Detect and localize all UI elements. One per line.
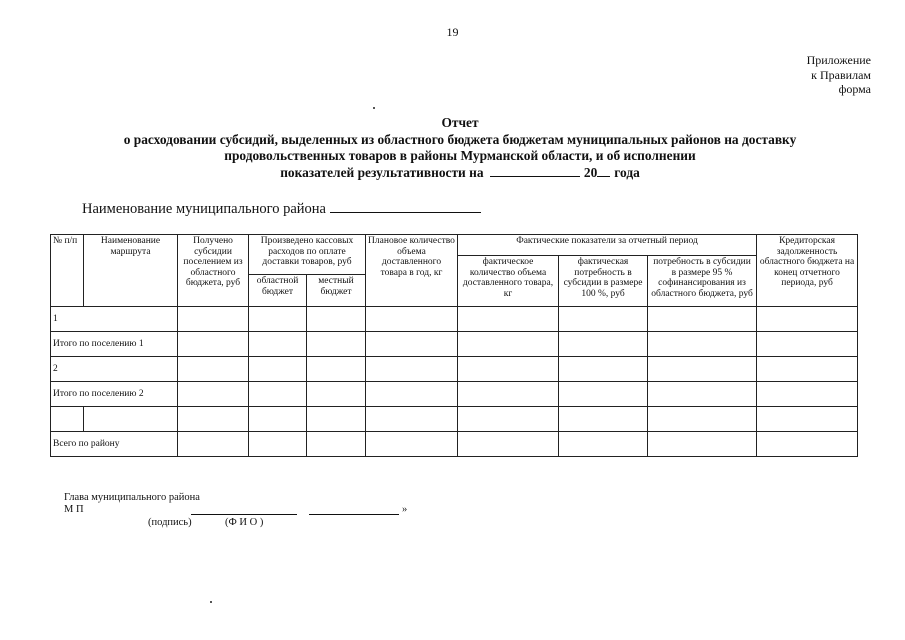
table-cell <box>249 332 307 357</box>
table-cell <box>757 432 858 457</box>
name-line <box>309 514 399 515</box>
table-row <box>51 357 858 382</box>
table-cell <box>648 407 757 432</box>
table-cell <box>458 382 559 407</box>
year-suffix-blank <box>597 165 610 177</box>
signature-head-title: Глава муниципального района <box>64 492 200 503</box>
table-body <box>51 307 858 457</box>
appendix-line-2: к Правилам <box>811 67 871 82</box>
header-actual-need-100: фактическая потребность в субсидии в размере 100 %, руб <box>559 256 648 307</box>
table-cell <box>51 407 84 432</box>
table-cell <box>757 307 858 332</box>
table-cell <box>307 307 366 332</box>
table-cell <box>307 332 366 357</box>
row-label: Итого по поселению 1 <box>51 332 178 357</box>
header-number: № п/п <box>51 235 84 307</box>
table-cell <box>458 407 559 432</box>
table-cell <box>648 382 757 407</box>
table-cell <box>249 307 307 332</box>
table-cell <box>84 407 178 432</box>
district-label: Наименование муниципального района <box>82 201 326 217</box>
table-row <box>51 382 858 407</box>
table-cell <box>458 332 559 357</box>
table-cell <box>366 357 458 382</box>
title-year-prefix: 20 <box>583 164 598 180</box>
table-cell <box>178 357 249 382</box>
title-line-4 <box>60 165 860 182</box>
row-label: 1 <box>51 307 178 332</box>
table-cell <box>648 332 757 357</box>
year-blank-field <box>490 165 580 177</box>
district-blank-field <box>330 201 481 213</box>
table-cell <box>458 357 559 382</box>
table-cell <box>366 432 458 457</box>
table-cell <box>757 357 858 382</box>
stamp-place-label: М П <box>64 504 84 515</box>
header-produced-regional: областной бюджет <box>249 275 307 307</box>
table-cell <box>648 432 757 457</box>
table-cell <box>366 332 458 357</box>
scan-speck <box>373 107 375 109</box>
table-cell <box>178 382 249 407</box>
row-label: 2 <box>51 357 178 382</box>
table-cell <box>757 407 858 432</box>
report-table <box>50 234 858 457</box>
appendix-line-1: Приложение <box>806 53 871 67</box>
table-cell <box>757 382 858 407</box>
page-number: 19 <box>446 25 459 39</box>
header-creditor: Кредиторская задолженность областного бюджета на конец отчетного периода, руб <box>757 235 858 307</box>
table-cell <box>458 432 559 457</box>
signature-block <box>64 492 408 528</box>
table-cell <box>307 432 366 457</box>
table-cell <box>307 382 366 407</box>
table-cell <box>249 432 307 457</box>
table-cell <box>249 407 307 432</box>
table-cell <box>648 307 757 332</box>
table-cell <box>178 332 249 357</box>
header-actual-need-95: потребность в субсидии в размере 95 % софинансирования из областного бюджета, руб <box>648 256 757 307</box>
report-title <box>60 115 860 181</box>
name-caption: (Ф И О ) <box>225 517 264 528</box>
district-name-line <box>82 201 481 218</box>
table-cell <box>307 407 366 432</box>
header-produced-local: местный бюджет <box>307 275 366 307</box>
table-row <box>51 432 858 457</box>
row-label: Итого по поселению 2 <box>51 382 178 407</box>
table-cell <box>458 307 559 332</box>
header-actual-group: Фактические показатели за отчетный период <box>458 235 757 256</box>
header-produced: Произведено кассовых расходов по оплате доставки товаров, руб <box>249 235 366 275</box>
title-line-3: продовольственных товаров в районы Мурманской области, и об исполнении <box>224 148 696 163</box>
header-received: Получено субсидии поселением из областного бюджета, руб <box>178 235 249 307</box>
row-label: Всего по району <box>51 432 178 457</box>
table-cell <box>559 307 648 332</box>
title-line-2: о расходовании субсидий, выделенных из областного бюджета бюджетам муниципальных районов на доставку <box>123 131 797 147</box>
appendix-line-3: форма <box>838 82 871 96</box>
table-cell <box>366 382 458 407</box>
header-actual-qty: фактическое количество объема доставленного товара, кг <box>458 256 559 307</box>
table-cell <box>559 382 648 407</box>
appendix-note <box>807 53 871 97</box>
table-cell <box>757 332 858 357</box>
signature-caption: (подпись) <box>148 517 192 528</box>
header-route: Наименование маршрута <box>84 235 178 307</box>
title-period-prefix: показателей результативности на <box>280 164 484 180</box>
table-row <box>51 307 858 332</box>
table-cell <box>648 357 757 382</box>
closing-quote: » <box>402 504 408 515</box>
table-cell <box>559 357 648 382</box>
title-year-word: года <box>614 164 640 180</box>
table-cell <box>559 407 648 432</box>
title-line-1: Отчет <box>441 115 479 130</box>
scan-speck <box>210 601 212 603</box>
table-cell <box>249 382 307 407</box>
table-cell <box>559 332 648 357</box>
signature-line <box>191 514 297 515</box>
header-planned: Плановое количество объема доставленного товара в год, кг <box>366 235 458 307</box>
table-cell <box>307 357 366 382</box>
table-cell <box>559 432 648 457</box>
table-cell <box>178 407 249 432</box>
table-cell <box>366 307 458 332</box>
table-cell <box>178 307 249 332</box>
table-row <box>51 407 858 432</box>
table-row <box>51 332 858 357</box>
table-cell <box>178 432 249 457</box>
table-cell <box>366 407 458 432</box>
table-cell <box>249 357 307 382</box>
